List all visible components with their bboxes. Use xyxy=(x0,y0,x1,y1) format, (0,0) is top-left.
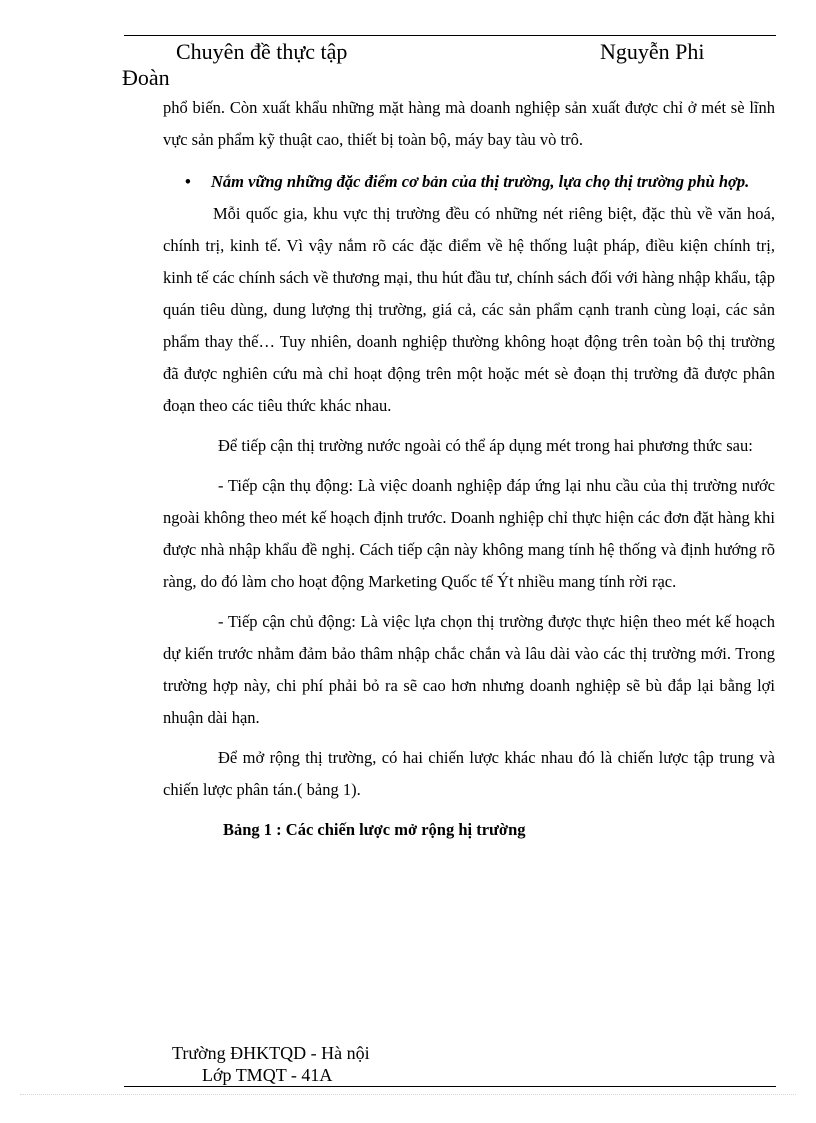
header-title: Chuyên đề thực tập xyxy=(176,39,348,64)
footer-school: Trường ĐHKTQD - Hà nội xyxy=(172,1043,370,1063)
paragraph-5: - Tiếp cận chủ động: Là việc lựa chọn thị trường được thực hiện theo mét kế hoạch dự kiến trước nhằm đảm bảo thâm nhập chắc chắn và lâu dài vào các thị trường mới. Trong trường hợp này, chi phí phải bỏ ra sẽ cao hơn nhưng doanh nghiệp sẽ bù đắp lại bằng lợi nhuận dài hạn. xyxy=(163,612,775,727)
bullet-heading-text: Nắm vững những đặc điểm cơ bản của thị trường, lựa chọ thị trường phù hợp. xyxy=(211,172,750,191)
footer-class: Lớp TMQT - 41A xyxy=(202,1065,333,1085)
header-author: Nguyễn Phi xyxy=(600,39,705,64)
table-caption: Bảng 1 : Các chiến lược mở rộng hị trường xyxy=(223,820,526,839)
paragraph-4: - Tiếp cận thụ động: Là việc doanh nghiệp đáp ứng lại nhu cầu của thị trường nước ngoài không theo mét kế hoạch định trước. Doanh nghiệp chỉ thực hiện các đơn đặt hàng khi được nhà nhập khẩu đề nghị. Cách tiếp cận này không mang tính hệ thống và định hướng rõ ràng, do đó làm cho hoạt động Marketing Quốc tế Ýt nhiều mang tính rời rạc. xyxy=(163,476,775,591)
paragraph-1: phổ biến. Còn xuất khẩu những mặt hàng mà doanh nghiệp sản xuất được chỉ ở mét sè lĩnh vực sản phẩm kỹ thuật cao, thiết bị toàn bộ, máy bay tàu vò trô. xyxy=(163,98,775,149)
bullet-heading xyxy=(163,166,775,198)
paragraph-3: Để tiếp cận thị trường nước ngoài có thể áp dụng mét trong hai phương thức sau: xyxy=(218,436,753,455)
footer-rule xyxy=(124,1086,776,1087)
header-author-continued: Đoàn xyxy=(122,65,170,90)
paragraph-2: Mỗi quốc gia, khu vực thị trường đều có những nét riêng biệt, đặc thù về văn hoá, chính trị, kinh tế. Vì vậy nắm rõ các đặc điểm về hệ thống luật pháp, điều kiện chính trị, kinh tế các chính sách về thương mại, thu hút đầu tư, chính sách đối với hàng nhập khẩu, tập quán tiêu dùng, dung lượng thị trường, giá cả, các sản phẩm cạnh tranh cùng loại, các sản phẩm thay thế… Tuy nhiên, doanh nghiệp thường không hoạt động trên toàn bộ thị trường đã được nghiên cứu mà chỉ hoạt động trên một hoặc mét sè đoạn thị trường đã được phân đoạn theo các tiêu thức khác nhau. xyxy=(163,204,775,415)
document-body xyxy=(163,92,775,846)
page-edge-dotted-line xyxy=(20,1094,796,1095)
paragraph-6: Để mở rộng thị trường, có hai chiến lược khác nhau đó là chiến lược tập trung và chiến lược phân tán.( bảng 1). xyxy=(163,748,775,799)
bullet-icon: • xyxy=(185,172,191,191)
header-rule xyxy=(124,35,776,36)
